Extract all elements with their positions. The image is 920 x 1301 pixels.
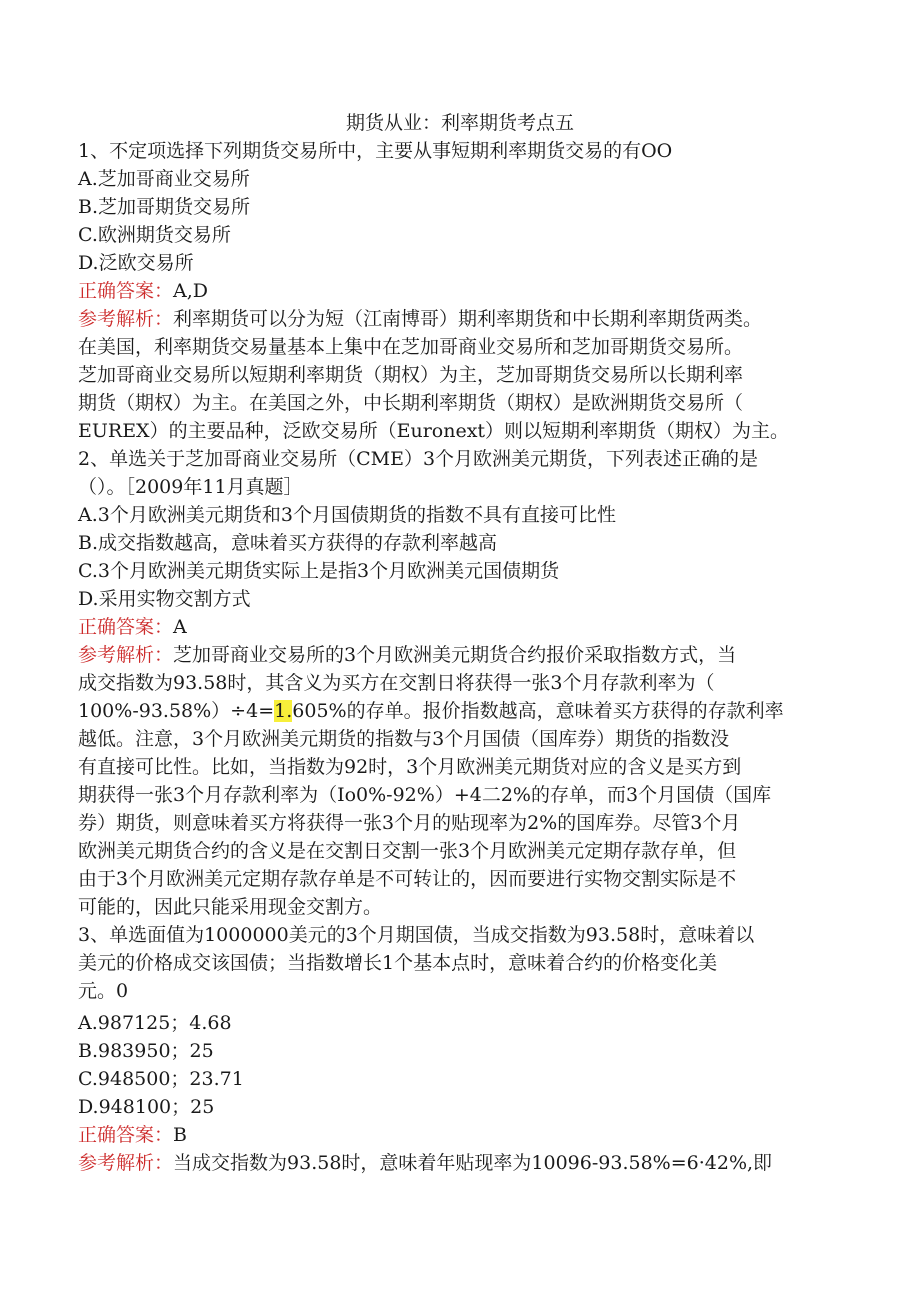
q1-stem: 1、不定项选择下列期货交易所中，主要从事短期利率期货交易的有OO xyxy=(78,140,673,162)
q3-analysis-line xyxy=(78,1150,772,1176)
q1-answer-value: A,D xyxy=(173,280,209,302)
q3-stem-line: 3、单选面值为1000000美元的3个月期国债，当成交指数为93.58时，意味着以 xyxy=(78,924,755,946)
q1-analysis-line: 在美国，利率期货交易量基本上集中在芝加哥商业交易所和芝加哥期货交易所。 xyxy=(78,336,744,358)
q2-analysis-label: 参考解析： xyxy=(78,644,174,666)
q3-analysis-label: 参考解析： xyxy=(78,1152,174,1174)
q3-stem-line: 元。0 xyxy=(78,980,129,1002)
q3-answer xyxy=(78,1122,187,1148)
q3-option-b: B.983950；25 xyxy=(78,1040,214,1062)
q2-stem-line: 2、单选关于芝加哥商业交易所（CME）3个月欧洲美元期货，下列表述正确的是 xyxy=(78,448,759,470)
q2-analysis-text: 芝加哥商业交易所的3个月欧洲美元期货合约报价采取指数方式，当 xyxy=(173,644,737,666)
q2-answer-value: A xyxy=(173,616,187,638)
q2-analysis-line xyxy=(78,642,736,668)
q2-option-c: C.3个月欧洲美元期货实际上是指3个月欧洲美元国债期货 xyxy=(78,560,560,582)
highlighted-text: 1. xyxy=(274,700,293,722)
q2-analysis-line: 期获得一张3个月存款利率为（Io0%-92%）+4二2%的存单，而3个月国债（国库 xyxy=(78,784,772,806)
q1-option-a: A.芝加哥商业交易所 xyxy=(78,168,250,190)
q1-analysis-line: 期货（期权）为主。在美国之外，中长期利率期货（期权）是欧洲期货交易所（ xyxy=(78,392,744,414)
q1-analysis-text: 利率期货可以分为短（江南博哥）期利率期货和中长期利率期货两类。 xyxy=(173,308,763,330)
q1-option-d: D.泛欧交易所 xyxy=(78,252,194,274)
q2-stem-line: （）。［2009年11月真题］ xyxy=(78,476,303,498)
q2-analysis-text: 100%-93.58%）÷4= xyxy=(78,700,275,722)
q2-analysis-line: 成交指数为93.58时，其含义为买方在交割日将获得一张3个月存款利率为（ xyxy=(78,672,715,694)
q3-option-c: C.948500；23.71 xyxy=(78,1068,244,1090)
q2-analysis-line: 有直接可比性。比如，当指数为92时，3个月欧洲美元期货对应的含义是买方到 xyxy=(78,756,742,778)
q2-answer-label: 正确答案： xyxy=(78,616,174,638)
q2-option-b: B.成交指数越高，意味着买方获得的存款利率越高 xyxy=(78,532,498,554)
q3-option-a: A.987125；4.68 xyxy=(78,1012,232,1034)
q2-answer xyxy=(78,614,187,640)
page-title: 期货从业：利率期货考点五 xyxy=(345,112,574,134)
q2-analysis-line xyxy=(78,698,784,724)
q2-analysis-line: 券）期货，则意味着买方将获得一张3个月的贴现率为2%的国库券。尽管3个月 xyxy=(78,812,741,834)
q2-option-a: A.3个月欧洲美元期货和3个月国债期货的指数不具有直接可比性 xyxy=(78,504,616,526)
q1-answer xyxy=(78,278,208,304)
q1-analysis-line xyxy=(78,306,762,332)
q1-analysis-line: EUREX）的主要品种，泛欧交易所（Euronext）则以短期利率期货（期权）为主。 xyxy=(78,420,790,442)
q2-analysis-line: 越低。注意，3个月欧洲美元期货的指数与3个月国债（国库券）期货的指数没 xyxy=(78,728,730,750)
q3-stem-line: 美元的价格成交该国债；当指数增长1个基本点时，意味着合约的价格变化美 xyxy=(78,952,718,974)
q1-analysis-label: 参考解析： xyxy=(78,308,174,330)
q3-option-d: D.948100；25 xyxy=(78,1096,215,1118)
q2-analysis-line: 欧洲美元期货合约的含义是在交割日交割一张3个月欧洲美元定期存款存单，但 xyxy=(78,840,737,862)
q1-analysis-line: 芝加哥商业交易所以短期利率期货（期权）为主，芝加哥期货交易所以长期利率 xyxy=(78,364,744,386)
q3-answer-value: B xyxy=(173,1124,187,1146)
q1-option-c: C.欧洲期货交易所 xyxy=(78,224,231,246)
q3-answer-label: 正确答案： xyxy=(78,1124,174,1146)
q2-option-d: D.采用实物交割方式 xyxy=(78,588,251,610)
q3-analysis-text: 当成交指数为93.58时，意味着年贴现率为10096-93.58%=6·42%,即 xyxy=(173,1152,773,1174)
q2-analysis-line: 可能的，因此只能采用现金交割方。 xyxy=(78,896,383,918)
q1-answer-label: 正确答案： xyxy=(78,280,174,302)
q2-analysis-line: 由于3个月欧洲美元定期存款存单是不可转让的，因而要进行实物交割实际是不 xyxy=(78,868,737,890)
q1-option-b: B.芝加哥期货交易所 xyxy=(78,196,251,218)
q2-analysis-text: 605%的存单。报价指数越高，意味着买方获得的存款利率 xyxy=(292,700,784,722)
